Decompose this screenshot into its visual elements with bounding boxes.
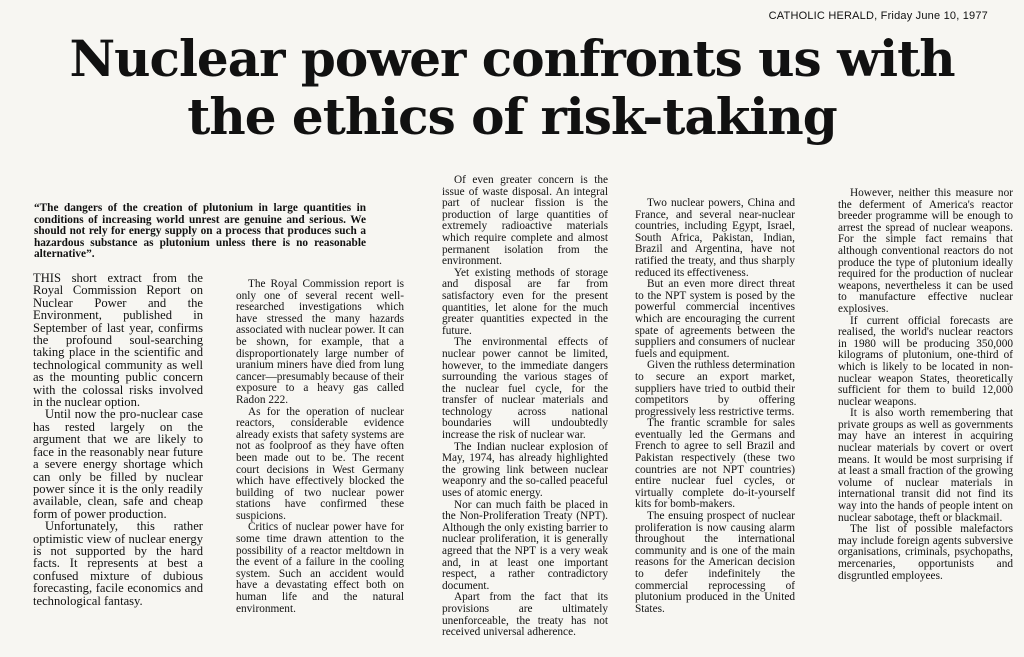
paragraph: The ensuing prospect of nuclear proliferation is now causing alarm throughout the international community and is one of the main reasons for the American decision to defer indefinitely the commercial reprocessing of plutonium produced in the United States. [635,510,795,615]
paragraph: The list of possible malefactors may include foreign agents subversive organisations, criminals, psychopaths, mercenaries, opportunists and disgruntled employees. [838,523,1013,582]
paragraph: As for the operation of nuclear reactors, considerable evidence already exists that safety systems are not as foolproof as they have often been made out to be. The recent court decisions in West Germany which have effectively blocked the building of two nuclear power stations have confirmed these suspicions. [236,405,404,522]
article-column-1 [33,272,203,632]
article-column-2 [236,279,404,624]
paragraph: The frantic scramble for sales eventually led the Germans and French to agree to sell Brazil and Pakistan respectively (these two countries are not NPT countries) entire nuclear fuel cycles, or virtually complete do-it-yourself kits for bomb-makers. [635,417,795,511]
paragraph: Unfortunately, this rather optimistic view of nuclear energy is not supported by the hard facts. It represents at best a confused mixture of dubious forecasting, facile economics and technological fantasy. [33,519,203,608]
pull-quote: “The dangers of the creation of plutonium in large quantities in conditions of increasing world unrest are genuine and serious. We should not rely for energy supply on a process that produces such a hazardous substance as plutonium unless there is no reasonable alternative”. [34,202,366,260]
headline-line-1: Nuclear power confronts us with [69,29,955,88]
headline [0,30,1024,146]
article-column-5 [838,188,1013,648]
paragraph: It is also worth remembering that private groups as well as governments may have an interest in acquiring nuclear materials by covert or overt means. It would be most surprising if at least a small fraction of the growing volume of nuclear materials in international transit did not find its way into the hands of people intent on nuclear sabotage, theft or blackmail. [838,407,1013,524]
paragraph: Given the ruthless determination to secure an export market, suppliers have tried to outbid their competitors by offering progressively less restrictive terms. [635,359,795,418]
paragraph: Yet existing methods of storage and disposal are far from satisfactory even for the present quantities, let alone for the much greater quantities expected in the future. [442,266,608,337]
paragraph: The Indian nuclear explosion of May, 1974, has already highlighted the growing link between nuclear weaponry and the so-called peaceful uses of atomic energy. [442,440,608,500]
paragraph: If current official forecasts are realised, the world's nuclear reactors in 1980 will be producing 350,000 kilograms of plutonium, one-third of which is likely to be located in non-nuclear weapon States, theoretically sufficient for them to build 12,000 nuclear weapons. [838,314,1013,408]
paragraph: Of even greater concern is the issue of waste disposal. An integral part of nuclear fission is the production of large quantities of extremely radioactive materials which require complete and almost permanent isolation from the environment. [442,175,608,268]
paragraph: Nor can much faith be placed in the Non-Proliferation Treaty (NPT). Although the only existing barrier to nuclear proliferation, it is generally agreed that the NPT is a very weak and, in at least one important respect, a rather contradictory document. [442,498,608,592]
paragraph: The Royal Commission report is only one of several recent well-researched investigations which have stressed the many hazards associated with nuclear power. It can be shown, for example, that a disproportionately large number of uranium miners have died from lung cancer—presumably because of their exposure to a heavy gas called Radon 222. [236,279,404,406]
paragraph: Apart from the fact that its provisions are ultimately unenforceable, the treaty has not received universal adherence. [442,591,608,639]
paragraph: Two nuclear powers, China and France, and several near-nuclear countries, including Egypt, Israel, South Africa, Pakistan, Indian, Brazil and Argentina, have not ratified the treaty, and thus sharply reduced its effectiveness. [635,198,795,279]
paragraph: Critics of nuclear power have for some time drawn attention to the possibility of a reactor meltdown in the event of a failure in the cooling system. Such an accident would have a devastating effect both on human life and the natural environment. [236,521,404,615]
paragraph: The environmental effects of nuclear power cannot be limited, however, to the immediate dangers surrounding the various stages of the nuclear fuel cycle, for the transfer of nuclear materials and technology across national boundaries will undoubtedly increase the risk of nuclear war. [442,336,608,442]
paragraph: Until now the pro-nuclear case has rested largely on the argument that we are likely to face in the reasonably near future a severe energy shortage which can only be filled by nuclear power since it is the only readily available, clean, safe and cheap form of power production. [33,407,203,521]
headline-line-2: the ethics of risk-taking [187,87,837,146]
article-column-3 [442,175,608,653]
article-column-4 [635,198,795,650]
masthead-dateline: CATHOLIC HERALD, Friday June 10, 1977 [768,10,988,22]
paragraph: THIS short extract from the Royal Commission Report on Nuclear Power and the Environment, published in September of last year, confirms the profound soul-searching taking place in the scientific and technological community as well as the mounting public concern with the colossal risks involved in the nuclear option. [33,272,203,410]
paragraph: But an even more direct threat to the NPT system is posed by the powerful commercial incentives which are encouraging the current spate of agreements between the suppliers and consumers of nuclear fuels and equipment. [635,278,795,360]
paragraph: However, neither this measure nor the deferment of America's reactor breeder programme will be enough to arrest the spread of nuclear weapons. For the simple fact remains that although conventional reactors do not produce the type of plutonium ideally required for the production of nuclear weapons, nevertheless it can be used to manufacture effective nuclear explosives. [838,188,1013,315]
